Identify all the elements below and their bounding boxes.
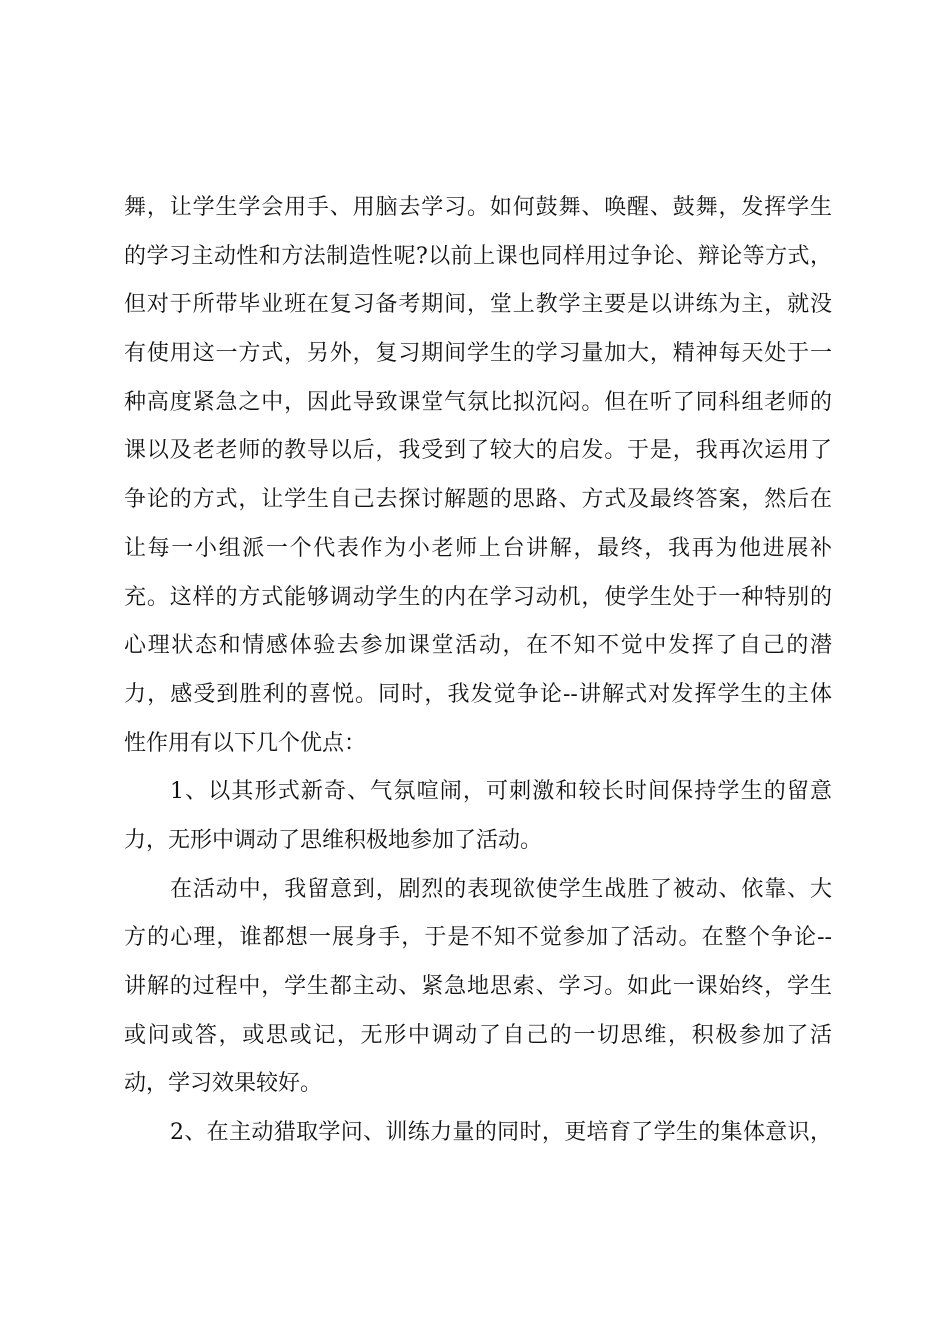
text-line: 力，无形中调动了思维积极地参加了活动。 [124, 827, 543, 853]
text-line: 1、以其形式新奇、气氛喧闹，可刺激和较长时间保持学生的留意 [170, 779, 832, 805]
text-line: 让每一小组派一个代表作为小老师上台讲解，最终，我再为他进展补 [124, 535, 832, 561]
text-line: 但对于所带毕业班在复习备考期间，堂上教学主要是以讲练为主，就没 [124, 292, 832, 318]
text-line: 或问或答，或思或记，无形中调动了自己的一切思维，积极参加了活 [124, 1022, 832, 1048]
text-line: 讲解的过程中，学生都主动、紧急地思索、学习。如此一课始终，学生 [124, 974, 832, 999]
text-line: 课以及老老师的教导以后，我受到了较大的启发。于是，我再次运用了 [124, 438, 832, 464]
text-line: 舞，让学生学会用手、用脑去学习。如何鼓舞、唤醒、鼓舞，发挥学生 [124, 195, 832, 220]
text-line: 充。这样的方式能够调动学生的内在学习动机，使学生处于一种特别的 [124, 584, 832, 610]
paragraph-4 [124, 1109, 832, 1158]
text-line: 种高度紧急之中，因此导致课堂气氛比拟沉闷。但在听了同科组老师的 [124, 389, 832, 415]
text-line: 在活动中，我留意到，剧烈的表现欲使学生战胜了被动、依靠、大 [170, 876, 832, 902]
text-line: 争论的方式，让学生自己去探讨解题的思路、方式及最终答案，然后在 [124, 487, 832, 513]
text-line: 性作用有以下几个优点： [124, 730, 367, 756]
text-line: 的学习主动性和方法制造性呢?以前上课也同样用过争论、辩论等方式， [124, 243, 832, 269]
document-body [124, 184, 832, 1158]
text-line: 力，感受到胜利的喜悦。同时，我发觉争论--讲解式对发挥学生的主体 [124, 681, 832, 707]
text-line: 方的心理，谁都想一展身手，于是不知不觉参加了活动。在整个争论-- [124, 925, 832, 951]
text-line: 动，学习效果较好。 [124, 1071, 323, 1097]
paragraph-1 [124, 184, 832, 768]
paragraph-2 [124, 768, 832, 865]
text-line: 2、在主动猎取学问、训练力量的同时，更培育了学生的集体意识， [170, 1120, 832, 1146]
text-line: 有使用这一方式，另外，复习期间学生的学习量加大，精神每天处于一 [124, 341, 832, 367]
paragraph-3 [124, 866, 832, 1109]
text-line: 心理状态和情感体验去参加课堂活动，在不知不觉中发挥了自己的潜 [124, 633, 832, 659]
